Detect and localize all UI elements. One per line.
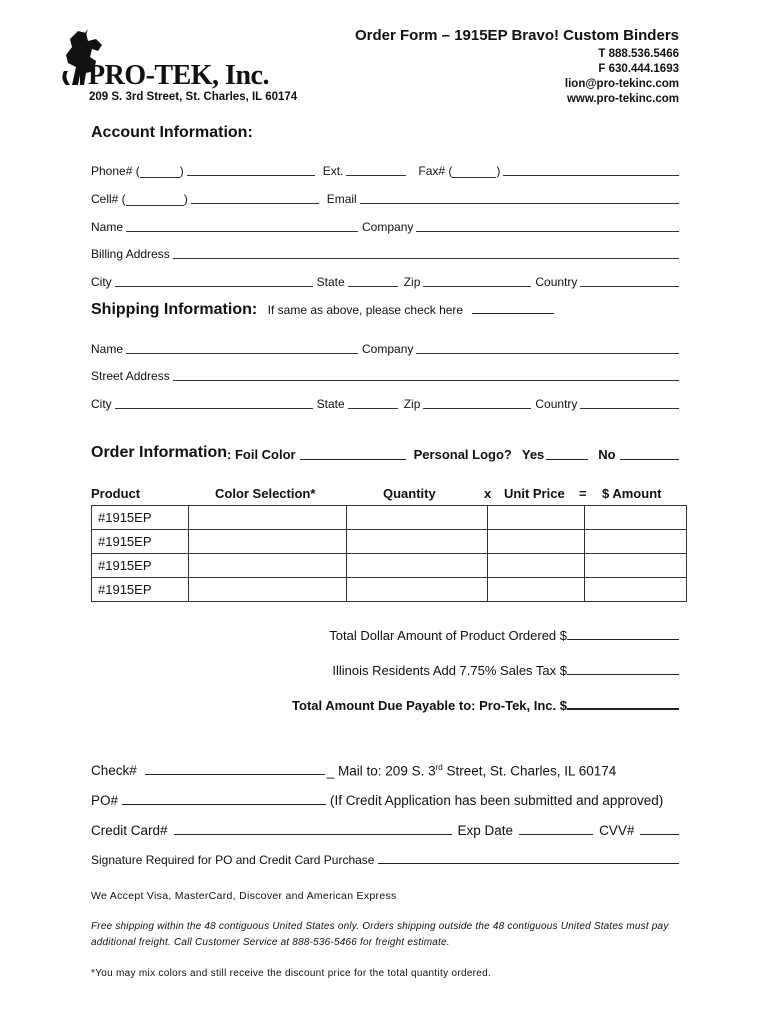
email-field[interactable] [360, 191, 679, 204]
ship-zip-field[interactable] [423, 396, 531, 409]
phone-paren: ) [179, 164, 184, 178]
table-row [92, 506, 687, 530]
product-cell: #1915EP [92, 578, 189, 602]
sales-tax-field[interactable] [567, 662, 679, 675]
cell-label: Cell# ( [91, 192, 126, 206]
contact-fax: F 630.444.1693 [598, 63, 679, 75]
color-cell[interactable] [189, 554, 347, 578]
billing-address-field[interactable] [173, 246, 679, 259]
state-label: State [316, 275, 345, 289]
ship-name-field[interactable] [126, 341, 358, 354]
quantity-cell[interactable] [347, 578, 488, 602]
zip-field[interactable] [423, 274, 531, 287]
col-color-selection: Color Selection* [215, 486, 316, 501]
product-total-row [329, 627, 679, 643]
shipping-name-row [91, 340, 679, 356]
mail-to-superscript: rd [435, 762, 443, 772]
company-address: 209 S. 3rd Street, St. Charles, IL 60174 [89, 91, 298, 103]
same-as-above-note: If same as above, please check here [267, 303, 464, 317]
street-address-field[interactable] [173, 368, 679, 381]
exp-date-label: Exp Date [457, 823, 514, 838]
col-product: Product [91, 486, 141, 501]
logo-no-label: No [598, 447, 616, 462]
ext-label: Ext. [322, 164, 344, 178]
mix-colors-note: *You may mix colors and still receive the discount price for the total quantity ordered. [91, 968, 492, 979]
mail-to-address: Street, St. Charles, IL 60174 [442, 763, 617, 778]
table-row [92, 554, 687, 578]
ship-country-field[interactable] [580, 396, 679, 409]
ship-state-field[interactable] [348, 396, 398, 409]
fax-paren: ) [496, 164, 501, 178]
ship-city-label: City [91, 397, 112, 411]
unit-price-cell[interactable] [488, 506, 585, 530]
foil-color-field[interactable] [300, 447, 406, 460]
ship-city-field[interactable] [115, 396, 313, 409]
credit-card-row [91, 820, 679, 838]
amount-cell[interactable] [585, 578, 687, 602]
col-equals: = [579, 486, 587, 501]
quantity-cell[interactable] [347, 530, 488, 554]
accepted-cards-note: We Accept Visa, MasterCard, Discover and American Express [91, 890, 397, 902]
company-label: Company [362, 220, 414, 234]
col-multiply: x [484, 486, 492, 501]
zip-label: Zip [403, 275, 421, 289]
cell-paren: ) [183, 192, 188, 206]
signature-label: Signature Required for PO and Credit Card Purchase [91, 853, 375, 867]
color-cell[interactable] [189, 530, 347, 554]
po-row [91, 790, 679, 808]
account-name-row [91, 218, 679, 234]
ship-company-label: Company [362, 342, 414, 356]
shipping-header [91, 301, 554, 319]
contact-phone: T 888.536.5466 [598, 48, 679, 60]
fax-area-field[interactable] [452, 165, 496, 178]
exp-date-field[interactable] [519, 822, 593, 835]
phone-area-field[interactable] [140, 165, 180, 178]
order-table [91, 505, 687, 602]
city-field[interactable] [115, 274, 313, 287]
ship-company-field[interactable] [416, 341, 679, 354]
shipping-city-row [91, 395, 679, 411]
company-field[interactable] [416, 219, 679, 232]
contact-website[interactable]: www.pro-tekinc.com [566, 93, 679, 105]
country-field[interactable] [580, 274, 679, 287]
color-cell[interactable] [189, 506, 347, 530]
billing-address-label: Billing Address [91, 247, 170, 261]
cvv-label: CVV# [599, 823, 635, 838]
cell-field[interactable] [191, 191, 319, 204]
amount-cell[interactable] [585, 506, 687, 530]
credit-card-label: Credit Card# [91, 823, 168, 838]
mail-to-label: _ Mail to: 209 S. 3 [326, 763, 436, 778]
account-phone-row [91, 162, 679, 178]
shipping-section-title: Shipping Information: [91, 301, 258, 318]
city-label: City [91, 275, 112, 289]
form-title: Order Form – 1915EP Bravo! Custom Binders [355, 27, 679, 44]
name-label: Name [91, 220, 124, 234]
email-label: Email [326, 192, 357, 206]
amount-due-field[interactable] [567, 696, 679, 710]
product-total-field[interactable] [567, 627, 679, 640]
fax-label: Fax# ( [418, 164, 453, 178]
ship-state-label: State [316, 397, 345, 411]
po-note: (If Credit Application has been submitted and approved) [330, 793, 664, 808]
account-cell-row [91, 190, 679, 206]
order-header [91, 444, 679, 462]
logo-yes-field[interactable] [546, 447, 588, 460]
logo-yes-label: Yes [521, 447, 545, 462]
check-row [91, 760, 679, 778]
name-field[interactable] [126, 219, 358, 232]
free-shipping-note: Free shipping within the 48 contiguous United States only. Orders shipping outside the 48 contiguous United States must pay additional freight. Call Customer Service at 888-536-5466 for freight estimate. [91, 921, 669, 948]
signature-field[interactable] [378, 851, 679, 864]
account-city-row [91, 273, 679, 289]
check-field[interactable] [145, 762, 325, 775]
foil-color-label: : Foil Color [227, 447, 296, 462]
color-cell[interactable] [189, 578, 347, 602]
sales-tax-label: Illinois Residents Add 7.75% Sales Tax $ [332, 663, 567, 678]
credit-card-field[interactable] [174, 822, 452, 835]
account-billing-row [91, 245, 679, 261]
state-field[interactable] [348, 274, 398, 287]
amount-due-row [292, 696, 679, 713]
cvv-field[interactable] [640, 822, 679, 835]
cell-area-field[interactable] [126, 193, 184, 206]
table-row [92, 530, 687, 554]
sales-tax-row [332, 662, 679, 678]
unit-price-cell[interactable] [488, 554, 585, 578]
col-amount: $ Amount [602, 486, 662, 501]
unit-price-cell[interactable] [488, 578, 585, 602]
phone-field[interactable] [187, 163, 315, 176]
unit-price-cell[interactable] [488, 530, 585, 554]
product-cell: #1915EP [92, 554, 189, 578]
logo-no-field[interactable] [620, 447, 679, 460]
order-section-title: Order Information [91, 444, 228, 461]
quantity-cell[interactable] [347, 554, 488, 578]
product-cell: #1915EP [92, 530, 189, 554]
country-label: Country [535, 275, 578, 289]
street-address-label: Street Address [91, 369, 170, 383]
po-field[interactable] [122, 792, 326, 805]
ship-zip-label: Zip [403, 397, 421, 411]
table-row [92, 578, 687, 602]
company-name: PRO-TEK, Inc. [88, 60, 269, 91]
ship-country-label: Country [535, 397, 578, 411]
col-quantity: Quantity [383, 486, 436, 501]
po-label: PO# [91, 793, 119, 808]
amount-due-label: Total Amount Due Payable to: Pro-Tek, Inc. $ [292, 698, 567, 713]
ext-field[interactable] [346, 163, 406, 176]
same-as-above-checkbox[interactable] [472, 301, 554, 314]
ship-name-label: Name [91, 342, 124, 356]
mail-to-text [327, 763, 617, 779]
signature-row [91, 849, 679, 867]
amount-cell[interactable] [585, 530, 687, 554]
contact-email[interactable]: lion@pro-tekinc.com [564, 78, 679, 90]
product-cell: #1915EP [92, 506, 189, 530]
phone-label: Phone# ( [91, 164, 140, 178]
quantity-cell[interactable] [347, 506, 488, 530]
product-total-label: Total Dollar Amount of Product Ordered $ [329, 628, 567, 643]
shipping-street-row [91, 367, 679, 383]
col-unit-price: Unit Price [504, 486, 565, 501]
account-section-title: Account Information: [91, 124, 253, 141]
amount-cell[interactable] [585, 554, 687, 578]
check-label: Check# [91, 763, 137, 778]
fax-field[interactable] [503, 163, 679, 176]
personal-logo-label: Personal Logo? [413, 447, 512, 462]
